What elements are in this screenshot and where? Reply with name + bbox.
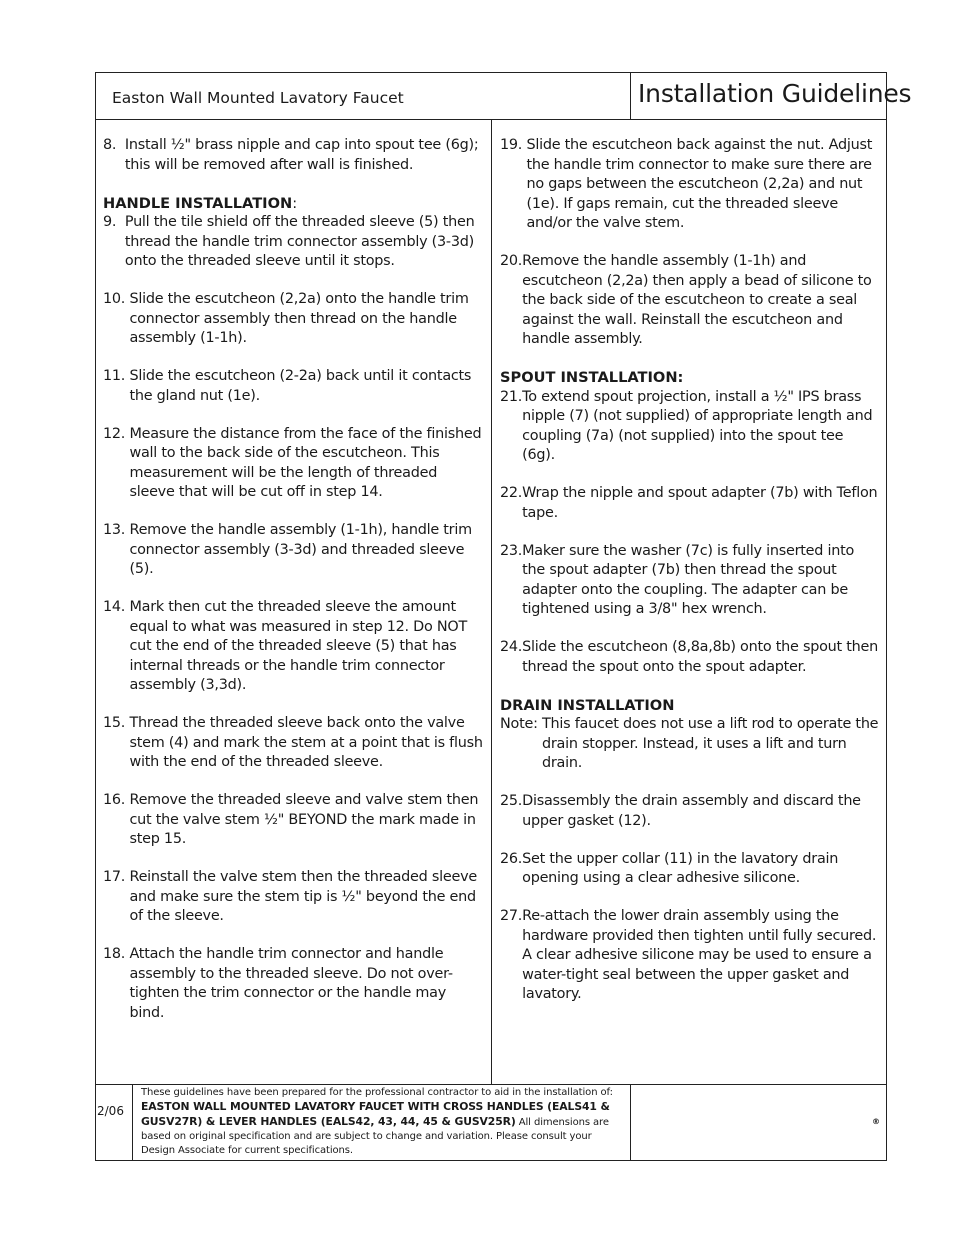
step-13 — [103, 521, 483, 580]
step-number: 21. — [500, 388, 523, 405]
step-number: 11. — [103, 368, 130, 384]
step-text: Reinstall the valve stem then the threaded sleeve and make sure the stem tip is ½" beyond the end of the sleeve. — [129, 869, 477, 924]
step-20 — [500, 252, 880, 350]
heading-colon: : — [292, 194, 298, 212]
step-text: Slide the escutcheon back against the nut. Adjust the handle trim connector to make sure there are no gaps between the escutcheon (2,2a) and nut (1e). If gaps remain, cut the threaded sleeve and/or the valve stem. — [526, 137, 873, 231]
step-number: 25. — [500, 793, 523, 809]
note-text: This faucet does not use a lift rod to operate the drain stopper. Instead, it uses a lift and turn drain. — [542, 716, 879, 771]
header-vertical-divider — [630, 73, 631, 120]
step-number: 16. — [103, 792, 130, 808]
step-19 — [500, 136, 880, 234]
step-23 — [500, 542, 880, 620]
section-title: Installation Guidelines — [638, 79, 912, 108]
revision-date: 2/06 — [97, 1104, 124, 1118]
step-number: 23. — [500, 542, 523, 559]
step-number: 18. — [103, 946, 130, 962]
step-9 — [103, 213, 483, 272]
step-24 — [500, 638, 880, 677]
step-number: 15. — [103, 715, 130, 731]
step-26 — [500, 850, 880, 889]
footer-product: EASTON WALL MOUNTED LAVATORY FAUCET WITH CROSS HANDLES (EALS41 & GUSV27R) & LEVER HANDLES (EALS42, 43, 44, 45 & GUSV25R) — [141, 1100, 610, 1128]
step-text: Thread the threaded sleeve back onto the valve stem (4) and mark the stem at a point that is flush with the end of the threaded sleeve. — [129, 715, 483, 770]
step-17 — [103, 868, 483, 927]
step-text: Measure the distance from the face of the finished wall to the back side of the escutcheon. This measurement will be the length of threaded sleeve that will be cut off in step 14. — [129, 425, 482, 500]
step-14 — [103, 598, 483, 696]
step-text: Disassembly the drain assembly and discard the upper gasket (12). — [522, 793, 861, 829]
step-number: 26. — [500, 850, 523, 867]
step-number: 14. — [103, 599, 130, 615]
step-text: Wrap the nipple and spout adapter (7b) with Teflon tape. — [522, 485, 878, 521]
left-column — [103, 136, 483, 1042]
step-text: Set the upper collar (11) in the lavatory drain opening using a clear adhesive silicone. — [522, 850, 839, 886]
step-text: Slide the escutcheon (8,8a,8b) onto the spout then thread the spout onto the spout adapter. — [522, 639, 878, 675]
step-number: 24. — [500, 639, 523, 655]
footer-text — [141, 1086, 619, 1158]
step-27 — [500, 907, 880, 1005]
step-10 — [103, 290, 483, 349]
footer-disclaimer: All dimensions are based on original specification and are subject to change and variation. Please consult your Design Associate for current specifications. — [141, 1117, 609, 1156]
step-number: 22. — [500, 485, 523, 501]
step-text: Slide the escutcheon (2,2a) onto the handle trim connector assembly then thread on the handle assembly (1-1h). — [129, 291, 469, 346]
step-number: 17. — [103, 869, 130, 885]
step-18 — [103, 945, 483, 1023]
footer-date-divider — [132, 1084, 133, 1161]
step-11 — [103, 367, 483, 406]
step-16 — [103, 791, 483, 850]
step-text: Mark then cut the threaded sleeve the amount equal to what was measured in step 12. Do NOT cut the end of the threaded sleeve (5) that has internal threads or the handle trim connector assembly (3,3d). — [129, 599, 467, 693]
step-number: 19. — [500, 137, 527, 153]
step-12 — [103, 425, 483, 503]
step-15 — [103, 714, 483, 773]
step-text: To extend spout projection, install a ½" IPS brass nipple (7) (not supplied) of appropriate length and coupling (7a) (not supplied) into the spout tee (6g). — [522, 388, 873, 463]
column-divider — [491, 120, 492, 1084]
step-text: Install ½" brass nipple and cap into spout tee (6g); this will be removed after wall is finished. — [124, 137, 479, 173]
step-25 — [500, 792, 880, 831]
footer-logo-divider — [630, 1084, 631, 1161]
registered-mark: ® — [872, 1117, 880, 1126]
step-text: Remove the threaded sleeve and valve stem then cut the valve stem ½" BEYOND the mark made in step 15. — [129, 792, 479, 847]
step-8 — [103, 136, 483, 175]
step-22 — [500, 484, 880, 523]
step-text: Remove the handle assembly (1-1h), handle trim connector assembly (3-3d) and threaded sleeve (5). — [129, 522, 472, 577]
step-text: Maker sure the washer (7c) is fully inserted into the spout adapter (7b) then thread the spout adapter onto the coupling. The adapter can be tightened using a 3/8" hex wrench. — [522, 542, 855, 617]
drain-installation-heading: DRAIN INSTALLATION — [500, 696, 675, 714]
spout-installation-heading: SPOUT INSTALLATION: — [500, 369, 684, 386]
footer-divider — [96, 1084, 886, 1085]
step-number: 10. — [103, 291, 130, 307]
note-label: Note: — [500, 716, 542, 732]
step-text: Remove the handle assembly (1-1h) and escutcheon (2,2a) then apply a bead of silicone to the back side of the escutcheon to create a seal against the wall. Reinstall the escutcheon and handle assembly. — [522, 253, 872, 347]
step-text: Attach the handle trim connector and handle assembly to the threaded sleeve. Do not over-tighten the trim connector or the handle may bind. — [129, 946, 453, 1021]
step-number: 13. — [103, 522, 130, 538]
heading-text: HANDLE INSTALLATION — [103, 194, 293, 212]
drain-note — [500, 715, 880, 774]
step-text: Pull the tile shield off the threaded sleeve (5) then thread the handle trim connector assembly (3-3d) onto the threaded sleeve until it stops. — [124, 214, 475, 269]
step-text: Re-attach the lower drain assembly using the hardware provided then tighten until fully secured. A clear adhesive silicone may be used to ensure a water-tight seal between the upper gasket and lavatory. — [522, 908, 877, 1002]
document-title: Easton Wall Mounted Lavatory Faucet — [112, 89, 404, 107]
step-21 — [500, 388, 880, 466]
right-column — [500, 136, 880, 1023]
step-text: Slide the escutcheon (2-2a) back until it contacts the gland nut (1e). — [129, 368, 472, 404]
step-number: 20. — [500, 253, 523, 269]
step-number: 27. — [500, 908, 523, 924]
step-number: 12. — [103, 425, 130, 442]
step-number: 9. — [103, 214, 125, 230]
footer-intro: These guidelines have been prepared for the professional contractor to aid in the installation of: — [141, 1087, 613, 1098]
step-number: 8. — [103, 137, 125, 153]
handle-installation-heading — [103, 194, 483, 214]
